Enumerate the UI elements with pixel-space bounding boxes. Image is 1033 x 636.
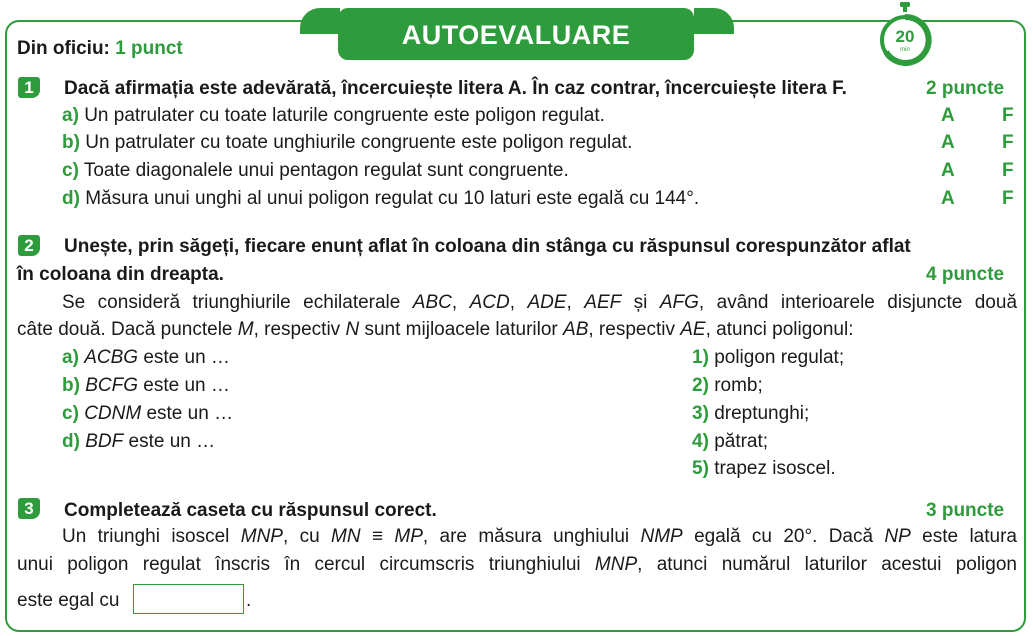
q2-left-item-0[interactable] [62,347,230,369]
q2-left-rest: este un … [123,431,216,452]
stopwatch-icon [878,0,932,66]
q1-item-letter: a) [62,105,79,126]
q2-body-line2 [17,319,854,341]
text-segment: M [237,319,254,340]
q2-right-item-3[interactable] [692,431,768,453]
text-segment: , atunci numărul laturilor acestui poligon [637,554,1017,575]
option-f-0[interactable]: F [1002,105,1014,126]
din-oficiu-value: 1 punct [115,38,183,59]
text-segment: ACD [469,292,510,313]
text-segment: , [566,292,585,313]
q2-points: 4 puncte [926,264,1005,285]
q2-left-letter: d) [62,431,80,452]
q1-item-letter: c) [62,160,79,181]
q2-left-letter: a) [62,347,79,368]
text-segment: ABC [412,292,452,313]
text-segment: AFG [659,292,699,313]
option-f-3[interactable]: F [1002,188,1014,209]
text-segment: este latura [910,526,1017,547]
question-number-3: 3 [18,498,40,519]
q2-left-name: BCFG [85,375,138,396]
banner-tab-right [694,8,734,34]
q2-right-num: 5) [692,458,709,479]
q1-item-letter: b) [62,132,80,153]
text-segment: , are măsura unghiului [422,526,641,547]
q1-item-letter: d) [62,188,80,209]
q2-left-item-2[interactable] [62,403,233,425]
text-segment: MP [394,526,423,547]
q2-instruction-line1: Unește, prin săgeți, fiecare enunț aflat în coloana din stânga cu răspunsul corespunzător aflat [64,236,911,257]
text-segment: și [621,292,660,313]
q1-statement-1 [62,132,632,154]
din-oficiu [17,38,183,60]
q3-instruction: Completează caseta cu răspunsul corect. [64,500,437,521]
q1-item-text: Un patrulater cu toate unghiurile congruente este poligon regulat. [85,132,633,153]
text-segment: , atunci poligonul: [705,319,854,340]
q1-instruction: Dacă afirmația este adevărată, încercuiește litera A. În caz contrar, încercuiește litera F. [64,78,847,99]
q2-left-letter: c) [62,403,79,424]
q2-left-name: ACBG [84,347,139,368]
text-segment: NP [884,526,911,547]
text-segment: , cu [282,526,332,547]
option-f-2[interactable]: F [1002,160,1014,181]
q3-body-line3: este egal cu [17,590,120,611]
din-oficiu-label: Din oficiu: [17,38,110,59]
text-segment: AE [680,319,706,340]
text-segment: , [451,292,470,313]
timer-value: 20 [895,27,915,46]
text-segment: , având interioarele disjuncte două [698,292,1018,313]
q1-item-text: Un patrulater cu toate laturile congruente este poligon regulat. [84,105,605,126]
q2-right-num: 3) [692,403,709,424]
banner-tab-left [300,8,340,34]
q2-left-rest: este un … [141,403,234,424]
q2-left-item-1[interactable] [62,375,230,397]
q2-left-name: BDF [85,431,124,452]
text-segment: N [345,319,360,340]
q3-points: 3 puncte [926,500,1005,521]
text-segment: , respectiv [253,319,346,340]
q2-right-text: poligon regulat; [714,347,845,368]
text-segment: AB [563,319,589,340]
q2-right-text: trapez isoscel. [714,458,836,479]
q2-left-rest: este un … [138,347,230,368]
q1-points: 2 puncte [926,78,1005,99]
text-segment: NMP [640,526,683,547]
option-f-1[interactable]: F [1002,132,1014,153]
option-a-0[interactable]: A [941,105,955,126]
text-segment: ADE [527,292,567,313]
q1-statement-2 [62,160,569,182]
q1-statement-3 [62,188,699,210]
q2-right-item-1[interactable] [692,375,763,397]
text-segment: unui poligon regulat înscris în cercul circumscris triunghiului [17,554,595,575]
q1-item-text: Toate diagonalele unui pentagon regulat sunt congruente. [83,160,569,181]
text-segment: sunt mijloacele laturilor [359,319,564,340]
text-segment: câte două. Dacă punctele [17,319,238,340]
q3-body-line2 [17,554,1017,576]
q2-instruction-line2: în coloana din dreapta. [17,264,224,285]
text-segment: Un triunghi isoscel [62,526,241,547]
option-a-3[interactable]: A [941,188,955,209]
q1-statement-0 [62,105,605,127]
q2-right-num: 4) [692,431,709,452]
option-a-1[interactable]: A [941,132,955,153]
q2-right-item-0[interactable] [692,347,844,369]
question-number-1: 1 [18,77,40,98]
q2-right-item-2[interactable] [692,403,809,425]
q2-left-name: CDNM [84,403,142,424]
q2-right-item-4[interactable] [692,458,836,480]
question-number-2: 2 [18,235,40,256]
text-segment: , [509,292,528,313]
q3-body-line1 [62,526,1017,548]
q1-item-text: Măsura unui unghi al unui poligon regulat cu 10 laturi este egală cu 144°. [85,188,700,209]
q2-left-rest: este un … [138,375,230,396]
answer-input-box[interactable] [133,584,244,614]
text-segment: ≡ [360,526,395,547]
option-a-2[interactable]: A [941,160,955,181]
q2-right-text: dreptunghi; [714,403,810,424]
q2-left-item-3[interactable] [62,431,215,453]
text-segment: AEF [584,292,622,313]
q2-right-text: pătrat; [714,431,769,452]
text-segment: MNP [240,526,283,547]
q2-right-num: 1) [692,347,709,368]
q2-right-text: romb; [714,375,763,396]
text-segment: , respectiv [588,319,681,340]
text-segment: MN [331,526,361,547]
q2-body-line1 [62,292,1017,314]
timer-unit: min [900,47,910,53]
text-segment: Se consideră triunghiurile echilaterale [62,292,413,313]
q2-left-letter: b) [62,375,80,396]
q2-right-num: 2) [692,375,709,396]
q3-end-punct: . [246,590,252,611]
text-segment: egală cu 20°. Dacă [682,526,885,547]
page-title: AUTOEVALUARE [338,8,694,60]
text-segment: MNP [594,554,638,575]
